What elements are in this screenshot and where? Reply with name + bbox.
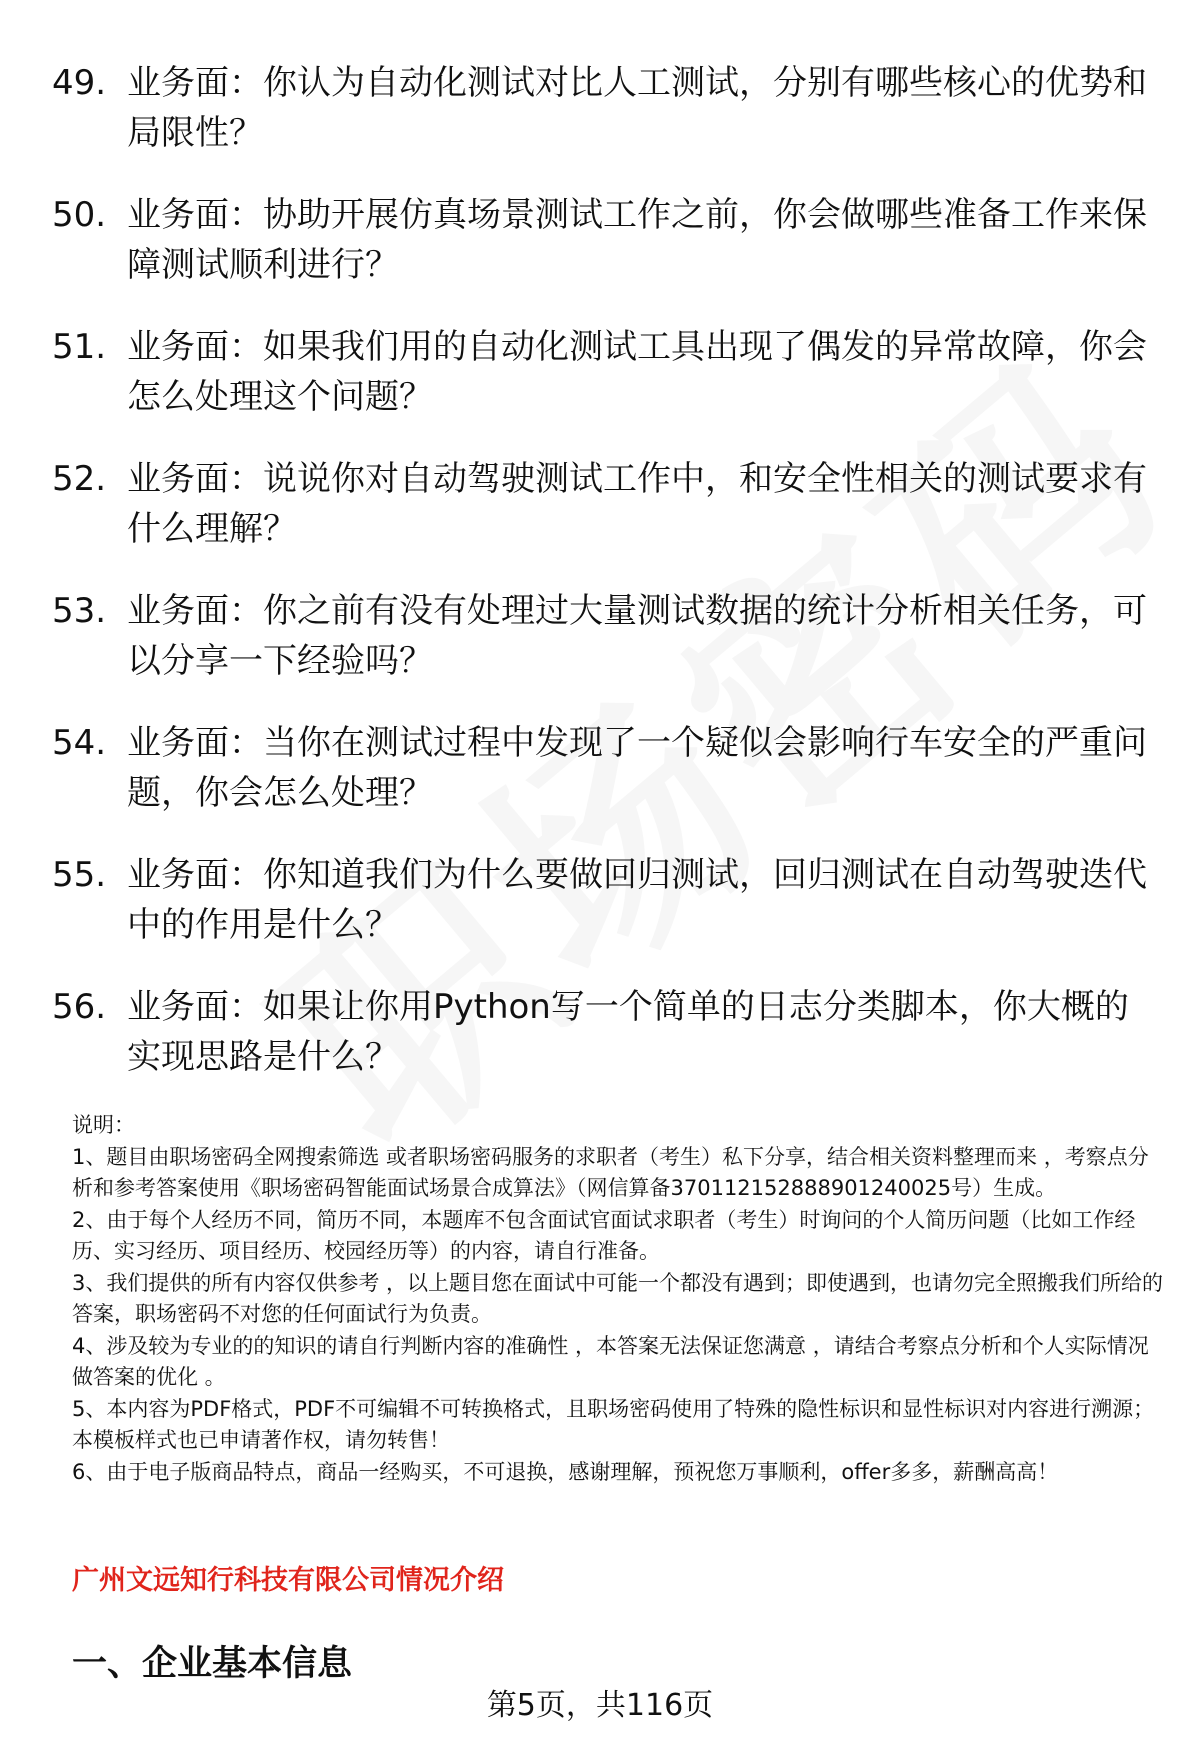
question-number: 54. <box>52 723 107 763</box>
question-number: 53. <box>52 591 107 631</box>
question-item <box>52 850 1162 950</box>
question-item <box>52 586 1162 686</box>
question-number: 52. <box>52 459 107 499</box>
question-number: 49. <box>52 63 107 103</box>
note-item: 1、题目由职场密码全网搜索筛选 或者职场密码服务的求职者（考生）私下分享，结合相关资料整理而来 ，考察点分析和参考答案使用《职场密码智能面试场景合成算法》（网信算备370112152888901240025号）生成。 <box>72 1144 1149 1200</box>
question-text: 业务面：说说你对自动驾驶测试工作中，和安全性相关的测试要求有什么理解？ <box>127 459 1147 549</box>
question-text: 业务面：你知道我们为什么要做回归测试，回归测试在自动驾驶迭代中的作用是什么？ <box>127 855 1147 945</box>
question-number: 56. <box>52 987 107 1027</box>
question-text: 业务面：如果我们用的自动化测试工具出现了偶发的异常故障，你会怎么处理这个问题？ <box>127 327 1147 417</box>
question-item <box>52 982 1162 1082</box>
note-item: 6、由于电子版商品特点，商品一经购买，不可退换，感谢理解，预祝您万事顺利，offer多多，薪酬高高！ <box>72 1459 1059 1484</box>
note-item: 4、涉及较为专业的的知识的请自行判断内容的准确性 ，本答案无法保证您满意 ，请结合考察点分析和个人实际情况做答案的优化 。 <box>72 1333 1149 1389</box>
question-text: 业务面：你认为自动化测试对比人工测试，分别有哪些核心的优势和局限性？ <box>127 63 1147 153</box>
section-heading: 一、企业基本信息 <box>72 1644 353 1684</box>
question-item <box>52 190 1162 290</box>
question-text: 业务面：当你在测试过程中发现了一个疑似会影响行车安全的严重问题，你会怎么处理？ <box>127 723 1147 813</box>
question-item <box>52 58 1162 158</box>
page-footer: 第5页，共116页 <box>486 1688 714 1723</box>
notes-title: 说明： <box>72 1113 135 1137</box>
question-number: 50. <box>52 195 107 235</box>
notes-section <box>72 1110 1164 1488</box>
note-item: 2、由于每个人经历不同，简历不同，本题库不包含面试官面试求职者（考生）时询问的个人简历问题（比如工作经历、实习经历、项目经历、校园经历等）的内容，请自行准备。 <box>72 1207 1136 1263</box>
question-text: 业务面：协助开展仿真场景测试工作之前，你会做哪些准备工作来保障测试顺利进行？ <box>127 195 1147 285</box>
company-heading: 广州文远知行科技有限公司情况介绍 <box>72 1565 504 1596</box>
question-item <box>52 322 1162 422</box>
note-item: 5、本内容为PDF格式，PDF不可编辑不可转换格式，且职场密码使用了特殊的隐性标识和显性标识对内容进行溯源；本模板样式也已申请著作权，请勿转售！ <box>72 1396 1155 1452</box>
question-item <box>52 718 1162 818</box>
question-number: 51. <box>52 327 107 367</box>
question-item <box>52 454 1162 554</box>
question-list <box>52 58 1162 1114</box>
note-item: 3、我们提供的所有内容仅供参考 ，以上题目您在面试中可能一个都没有遇到；即使遇到，也请勿完全照搬我们所给的答案，职场密码不对您的任何面试行为负责。 <box>72 1270 1164 1326</box>
question-text: 业务面：如果让你用Python写一个简单的日志分类脚本，你大概的实现思路是什么？ <box>127 987 1129 1077</box>
question-number: 55. <box>52 855 107 895</box>
question-text: 业务面：你之前有没有处理过大量测试数据的统计分析相关任务，可以分享一下经验吗？ <box>127 591 1147 681</box>
